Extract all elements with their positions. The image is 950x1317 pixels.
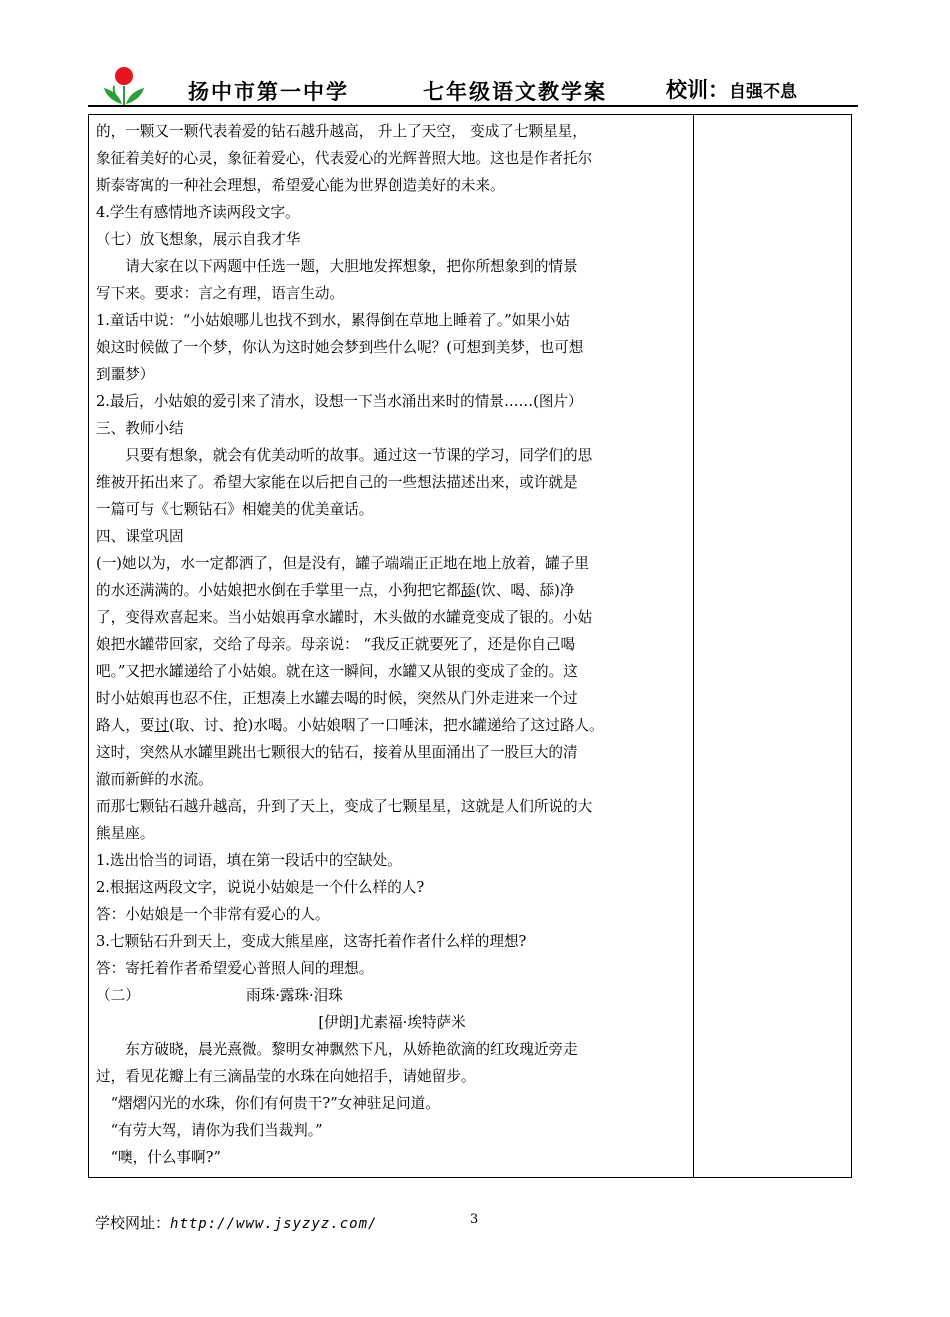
text-line: 2.根据这两段文字，说说小姑娘是一个什么样的人? bbox=[96, 879, 425, 896]
text-line: 东方破晓，晨光熹微。黎明女神飘然下凡，从娇艳欲滴的红玫瑰近旁走 bbox=[125, 1041, 578, 1058]
passage-title-line bbox=[96, 982, 688, 1009]
text-span: 的水还满满的。小姑娘把水倒在手掌里一点，小狗把它都 bbox=[96, 582, 461, 599]
text-line: 1.童话中说：“小姑娘哪儿也找不到水，累得倒在草地上睡着了。”如果小姑 bbox=[96, 312, 570, 329]
text-line: 吧。”又把水罐递给了小姑娘。就在这一瞬间，水罐又从银的变成了金的。这 bbox=[96, 663, 578, 680]
text-line: 时小姑娘再也忍不住，正想凑上水罐去喝的时候，突然从门外走进来一个过 bbox=[96, 690, 578, 707]
text-line: 了，变得欢喜起来。当小姑娘再拿水罐时，木头做的水罐竟变成了银的。小姑 bbox=[96, 609, 593, 626]
text-line: 象征着美好的心灵，象征着爱心，代表爱心的光辉普照大地。这也是作者托尔 bbox=[96, 150, 593, 167]
school-name: 扬中市第一中学 bbox=[188, 80, 349, 104]
course-title: 七年级语文教学案 bbox=[423, 80, 607, 104]
school-url-link[interactable]: http://www.jsyzyz.com/ bbox=[170, 1216, 378, 1232]
text-line: 1.选出恰当的词语，填在第一段话中的空缺处。 bbox=[96, 852, 402, 869]
text-line: 的，一颗又一颗代表着爱的钻石越升越高， 升上了天空， 变成了七颗星星， bbox=[96, 123, 587, 140]
passage-number: （二） bbox=[96, 987, 140, 1004]
text-line: 而那七颗钻石越升越高，升到了天上，变成了七颗星星，这就是人们所说的大 bbox=[96, 798, 593, 815]
text-line: 到噩梦） bbox=[96, 366, 155, 383]
school-motto bbox=[666, 74, 797, 104]
text-line: (一)她以为，水一定都洒了，但是没有，罐子端端正正地在地上放着，罐子里 bbox=[96, 555, 589, 572]
section-heading: 三、教师小结 bbox=[96, 420, 184, 437]
page-header bbox=[88, 58, 858, 108]
text-span: (饮、喝、舔)净 bbox=[475, 582, 575, 599]
text-line: 只要有想象，就会有优美动听的故事。通过这一节课的学习，同学们的思 bbox=[125, 447, 593, 464]
text-line: 4.学生有感情地齐读两段文字。 bbox=[96, 204, 300, 221]
text-line: 写下来。要求：言之有理，语言生动。 bbox=[96, 285, 345, 302]
passage-author: [伊朗]尤素福·埃特萨米 bbox=[318, 1014, 466, 1031]
page-number: 3 bbox=[470, 1212, 479, 1227]
text-line: 过，看见花瓣上有三滴晶莹的水珠在向她招手，请她留步。 bbox=[96, 1068, 476, 1085]
page-footer bbox=[95, 1212, 377, 1233]
text-line: 娘把水罐带回家，交给了母亲。母亲说： “我反正就要死了，还是你自己喝 bbox=[96, 636, 576, 653]
table-column-divider bbox=[693, 114, 694, 1178]
text-line: “熠熠闪光的水珠，你们有何贵干?”女神驻足问道。 bbox=[110, 1095, 440, 1112]
school-logo-icon bbox=[102, 64, 146, 108]
text-line: 2.最后，小姑娘的爱引来了清水，设想一下当水涌出来时的情景……(图片） bbox=[96, 393, 583, 410]
passage-title: 雨珠·露珠·泪珠 bbox=[246, 987, 343, 1004]
section-heading: 四、课堂巩固 bbox=[96, 528, 184, 545]
footer-label: 学校网址： bbox=[95, 1214, 171, 1232]
text-line: 斯泰寄寓的一种社会理想，希望爱心能为世界创造美好的未来。 bbox=[96, 177, 505, 194]
answer-line: 答：小姑娘是一个非常有爱心的人。 bbox=[96, 906, 330, 923]
text-line: 熊星座。 bbox=[96, 825, 155, 842]
text-line bbox=[96, 712, 688, 739]
lesson-content bbox=[96, 118, 688, 1171]
motto-value: 自强不息 bbox=[729, 82, 797, 102]
answer-word: 舔 bbox=[460, 582, 476, 599]
text-span: 路人，要 bbox=[96, 717, 155, 734]
answer-word: 讨 bbox=[154, 717, 169, 734]
text-line bbox=[96, 577, 688, 604]
text-line: 澈而新鲜的水流。 bbox=[96, 771, 213, 788]
section-heading: （七）放飞想象，展示自我才华 bbox=[96, 231, 301, 248]
text-line: 一篇可与《七颗钻石》相媲美的优美童话。 bbox=[96, 501, 374, 518]
text-line: 这时，突然从水罐里跳出七颗很大的钻石，接着从里面涌出了一股巨大的清 bbox=[96, 744, 578, 761]
motto-label: 校训： bbox=[666, 78, 729, 102]
text-line: “噢，什么事啊?” bbox=[110, 1149, 221, 1166]
text-line: 请大家在以下两题中任选一题，大胆地发挥想象，把你所想象到的情景 bbox=[125, 258, 578, 275]
text-span: (取、讨、抢)水喝。小姑娘咽了一口唾沫，把水罐递给了这过路人。 bbox=[169, 717, 604, 734]
text-line: 3.七颗钻石升到天上，变成大熊星座，这寄托着作者什么样的理想? bbox=[96, 933, 527, 950]
text-line: 娘这时候做了一个梦，你认为这时她会梦到些什么呢？(可想到美梦，也可想 bbox=[96, 339, 584, 356]
text-line: “有劳大驾，请你为我们当裁判。” bbox=[110, 1122, 323, 1139]
text-line: 维被开拓出来了。希望大家能在以后把自己的一些想法描述出来，或许就是 bbox=[96, 474, 578, 491]
answer-line: 答：寄托着作者希望爱心普照人间的理想。 bbox=[96, 960, 374, 977]
header-rule bbox=[88, 105, 858, 107]
